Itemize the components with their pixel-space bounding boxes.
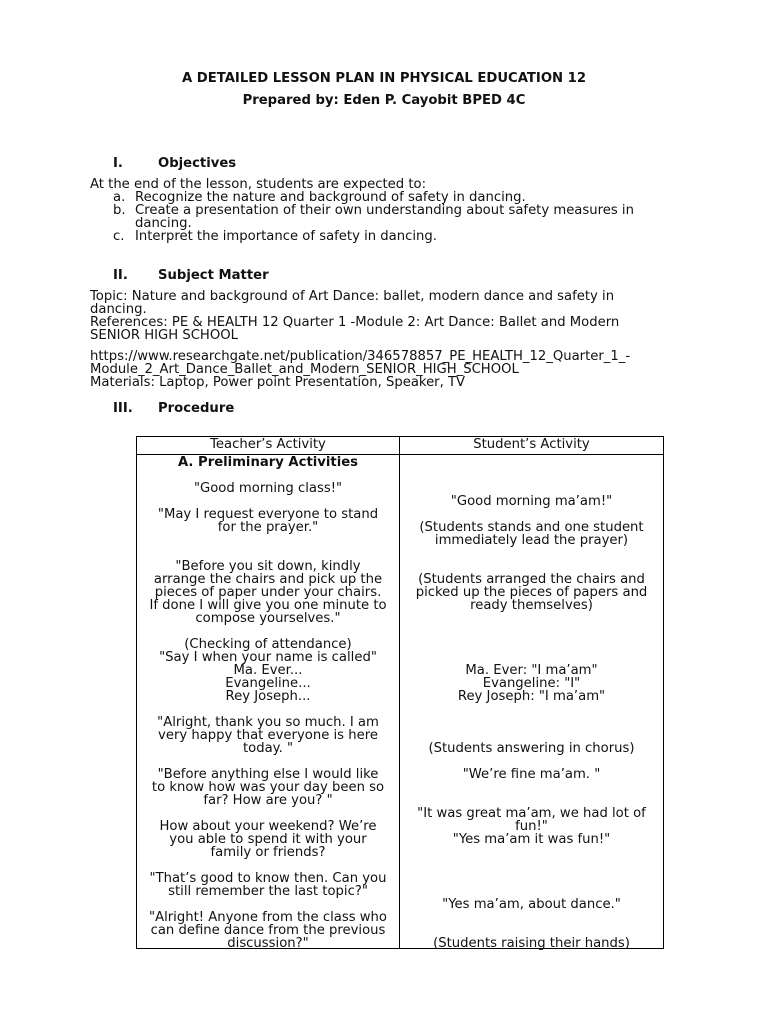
objective-marker: c.: [113, 229, 125, 244]
teacher-line: "Before you sit down, kindly arrange the chairs and pick up the pieces of paper under your chairs. If done I will give you one minute to compose yourselves.": [149, 559, 387, 626]
objective-item: Create a presentation of their own understanding about safety measures in: [135, 203, 634, 218]
student-line: "Good morning ma’am!": [450, 494, 613, 509]
references-line-continuation: SENIOR HIGH SCHOOL: [90, 328, 238, 343]
student-activity-header: Student’s Activity: [473, 437, 590, 452]
teacher-line: "Alright, thank you so much. I am very happy that everyone is here today. ": [157, 715, 379, 756]
student-line: "It was great ma’am, we had lot of fun!" "Yes ma’am it was fun!": [417, 806, 646, 847]
teacher-line: (Checking of attendance) "Say I when your name is called" Ma. Ever... Evangeline... Rey Joseph...: [159, 637, 377, 704]
teacher-activity-cell: [137, 455, 400, 949]
student-line: "We’re fine ma’am. ": [462, 767, 601, 782]
teacher-line: "Before anything else I would like to know how was your day been so far? How are you? ": [151, 767, 385, 808]
objective-item: Recognize the nature and background of safety in dancing.: [135, 190, 526, 205]
student-line: (Students stands and one student immediately lead the prayer): [419, 520, 644, 548]
student-line: (Students arranged the chairs and picked up the pieces of papers and ready themselves): [415, 572, 648, 613]
reference-url: https://www.researchgate.net/publication/346578857_PE_HEALTH_12_Quarter_1_-: [90, 349, 631, 364]
prepared-by: Prepared by: Eden P. Cayobit BPED 4C: [242, 93, 526, 108]
subject-matter-numeral: II.: [113, 268, 128, 283]
section-title: A. Preliminary Activities: [177, 455, 359, 470]
reference-url-continuation: Module_2_Art_Dance_Ballet_and_Modern_SENIOR_HIGH_SCHOOL: [90, 362, 519, 377]
objective-marker: b.: [113, 203, 126, 218]
student-activity-header-cell: [400, 437, 664, 455]
document-title: A DETAILED LESSON PLAN IN PHYSICAL EDUCATION 12: [181, 71, 587, 86]
objective-marker: a.: [113, 190, 126, 205]
student-line: (Students answering in chorus): [428, 741, 635, 756]
table-row: [137, 455, 664, 949]
teacher-activity-header-cell: [137, 437, 400, 455]
teacher-line: "Good morning class!": [193, 481, 343, 496]
objective-item-continuation: dancing.: [135, 216, 192, 231]
teacher-line: "May I request everyone to stand for the prayer.": [157, 507, 379, 535]
procedure-table: [136, 436, 664, 949]
student-activity-cell: [400, 455, 664, 949]
table-header-row: [137, 437, 664, 455]
teacher-activity-header: Teacher’s Activity: [210, 437, 326, 452]
references-line: References: PE & HEALTH 12 Quarter 1 -Module 2: Art Dance: Ballet and Modern: [90, 315, 620, 330]
objectives-heading: Objectives: [158, 156, 237, 171]
objectives-numeral: I.: [113, 156, 123, 171]
teacher-line: "That’s good to know then. Can you still remember the last topic?": [149, 871, 387, 899]
procedure-heading: Procedure: [158, 401, 235, 416]
subject-matter-heading: Subject Matter: [158, 268, 269, 283]
student-line: Ma. Ever: "I ma’am" Evangeline: "I" Rey Joseph: "I ma’am": [457, 663, 606, 704]
topic-line: Topic: Nature and background of Art Dance: ballet, modern dance and safety in: [90, 289, 615, 304]
teacher-line: How about your weekend? We’re you able to spend it with your family or friends?: [159, 819, 377, 860]
objectives-intro: At the end of the lesson, students are expected to:: [90, 177, 427, 192]
student-line: "Yes ma’am, about dance.": [442, 897, 621, 912]
objective-item: Interpret the importance of safety in dancing.: [135, 229, 437, 244]
student-line: (Students raising their hands): [433, 936, 630, 951]
teacher-line: "Alright! Anyone from the class who can define dance from the previous discussion?": [149, 910, 387, 951]
topic-line-continuation: dancing.: [90, 302, 147, 317]
materials-line: Materials: Laptop, Power point Presentation, Speaker, TV: [90, 375, 466, 390]
procedure-numeral: III.: [113, 401, 133, 416]
